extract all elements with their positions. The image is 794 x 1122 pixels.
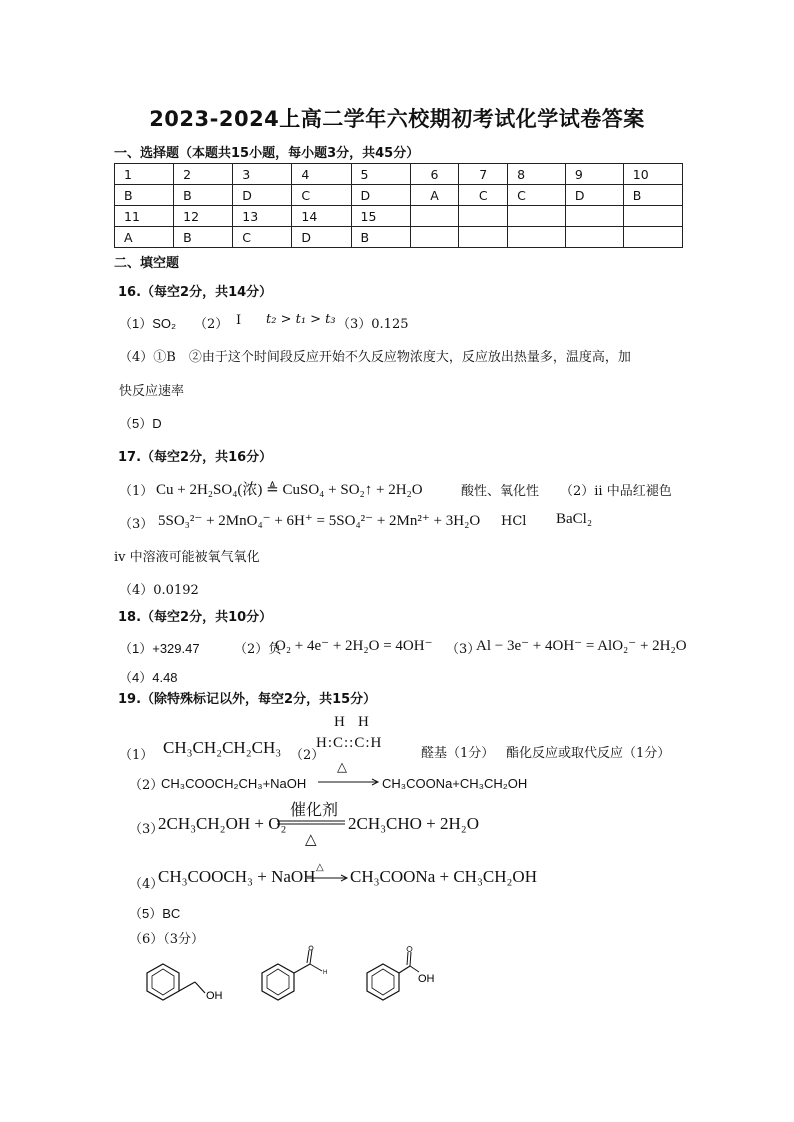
answer-table-cell [623,227,682,248]
benzaldehyde-h: H [323,970,328,976]
q19-line3-equals [277,820,347,826]
answer-table-cell: 14 [292,206,351,227]
q17-line1-b: 酸性、氧化性 [461,484,540,499]
q16-line1-c: I [236,313,242,328]
page-title: 2023-2024上高二学年六校期初考试化学试卷答案 [149,107,645,131]
benzoic-acid-structure [363,944,453,1010]
q19-line3-catalyst: 催化剂 [290,800,339,819]
q16-line1-a: （1）SO₂ [119,316,177,331]
answer-table-cell: 10 [623,164,682,185]
q18-heading: 18.（每空2分，共10分） [118,610,273,625]
answer-table-cell: B [623,185,682,206]
q19-line2-arrow [318,778,380,786]
answer-table-cell [410,227,459,248]
q19-line2-rhs: CH₃COONa+CH₃CH₂OH [382,776,528,791]
q17-line2-c: BaCl₂ [556,511,593,527]
q19-line3-lhs: 2CH₃CH₂OH + O₂ [158,814,287,833]
q17-equation1: Cu + 2H₂SO₄(浓) ≜ CuSO₄ + SO₂↑ + 2H₂O [156,482,423,498]
benzaldehyde-structure [258,944,338,1010]
q19-line6: （6）（3分） [129,932,205,947]
answer-table-row [115,164,683,185]
q18-line2: （4）4.48 [119,670,178,685]
answer-table-cell: D [292,227,351,248]
q19-dot-h1: H [334,714,345,730]
answer-table-cell: 2 [174,164,233,185]
answer-table-cell: 6 [410,164,459,185]
q19-heading: 19.（除特殊标记以外，每空2分，共15分） [118,692,377,707]
answer-table-cell [459,227,508,248]
q18-line1-b: （2）负 [234,642,282,657]
answer-table-cell: B [115,185,174,206]
answer-table-cell: 13 [233,206,292,227]
section-choice-heading: 一、选择题（本题共15小题，每小题3分，共45分） [114,146,420,161]
answer-table-cell: C [508,185,566,206]
answer-table-cell [565,227,623,248]
answer-table-cell: 12 [174,206,233,227]
q18-equation1: O₂ + 4e⁻ + 2H₂O = 4OH⁻ [275,638,433,654]
q19-line3-rhs: 2CH₃CHO + 2H₂O [348,814,480,833]
answer-table-cell: A [410,185,459,206]
q17-equation2: 5SO₃²⁻ + 2MnO₄⁻ + 6H⁺ = 5SO₄²⁻ + 2Mn²⁺ + 3H₂O [158,513,481,529]
q16-line3: 快反应速率 [119,384,185,399]
q19-line1-c: 醛基（1分） [421,746,495,761]
answer-table-cell [565,206,623,227]
answer-table-cell: C [459,185,508,206]
answer-table-cell [459,206,508,227]
answer-table-cell: 15 [351,206,410,227]
q19-line1-d: 酯化反应或取代反应（1分） [506,746,671,761]
answer-table-row [115,206,683,227]
q17-line3: iv 中溶液可能被氧气氧化 [114,550,260,565]
answer-table-row [115,185,683,206]
section-fill-heading: 二、填空题 [114,256,180,271]
answer-table-cell: C [233,227,292,248]
answer-table-cell: 9 [565,164,623,185]
q19-line3-heat: △ [305,830,317,848]
q18-line1-c: （3） [446,642,481,657]
answer-table-cell: 1 [115,164,174,185]
q19-electron-dot-formula: H:C::C:H [316,735,383,751]
answer-table-cell: D [565,185,623,206]
answer-table-row [115,227,683,248]
answer-table-cell: D [233,185,292,206]
q19-line4-a: （4） [129,877,164,892]
answer-table-cell: 4 [292,164,351,185]
answer-table-cell: 8 [508,164,566,185]
q17-line4: （4）0.0192 [119,583,199,598]
answer-table-cell: 3 [233,164,292,185]
q16-line1-d: t₂ > t₁ > t₃ [266,312,336,327]
q16-line2: （4）①B ②由于这个时间段反应开始不久反应物浓度大，反应放出热量多，温度高，加 [119,350,631,365]
q17-line1-c: （2）ii 中品红褪色 [560,484,672,499]
answer-table-cell [623,206,682,227]
answer-table-cell [508,227,566,248]
answer-table-cell [508,206,566,227]
q16-line4: （5）D [119,416,162,431]
benzyl-alcohol-structure [143,960,238,1010]
q19-line4-arrow [307,874,349,882]
q18-line1-a: （1）+329.47 [119,641,200,656]
benzoic-acid-oh: OH [418,973,435,985]
answer-table [114,163,683,248]
q18-equation2: Al − 3e⁻ + 4OH⁻ = AlO₂⁻ + 2H₂O [476,638,687,654]
q19-line4-cond: △ [316,862,324,873]
benzyl-alcohol-oh: OH [206,990,223,1002]
answer-table-cell: 5 [351,164,410,185]
q19-line3-a: （3） [129,822,164,837]
answer-table-cell: B [174,185,233,206]
answer-table-cell: B [351,227,410,248]
q17-line1-a: （1） [119,484,154,499]
q19-line2-cond: △ [337,760,347,775]
answer-table-cell: C [292,185,351,206]
q19-line2-a: （2） [129,778,164,793]
q19-line1-a: （1） [119,748,154,763]
q19-line4-lhs: CH₃COOCH₃ + NaOH [158,867,316,886]
q16-heading: 16.（每空2分，共14分） [118,285,273,300]
q16-line1-e: （3）0.125 [337,317,409,332]
q19-line4-rhs: CH₃COONa + CH₃CH₂OH [350,867,537,886]
q17-line2-a: （3） [119,517,154,532]
q19-line2-lhs: CH₃COOCH₂CH₃+NaOH [161,776,307,791]
q16-line1-b: （2） [194,317,229,332]
q19-line5: （5）BC [129,906,181,921]
answer-table-cell: D [351,185,410,206]
q17-line2-b: HCl [501,514,527,529]
answer-table-cell [410,206,459,227]
q19-line1-b: （2） [290,748,325,763]
answer-table-cell: 11 [115,206,174,227]
q19-dot-h2: H [358,714,369,730]
answer-table-cell: B [174,227,233,248]
q17-heading: 17.（每空2分，共16分） [118,450,273,465]
q19-butane: CH₃CH₂CH₂CH₃ [163,738,282,757]
answer-table-cell: 7 [459,164,508,185]
answer-table-cell: A [115,227,174,248]
